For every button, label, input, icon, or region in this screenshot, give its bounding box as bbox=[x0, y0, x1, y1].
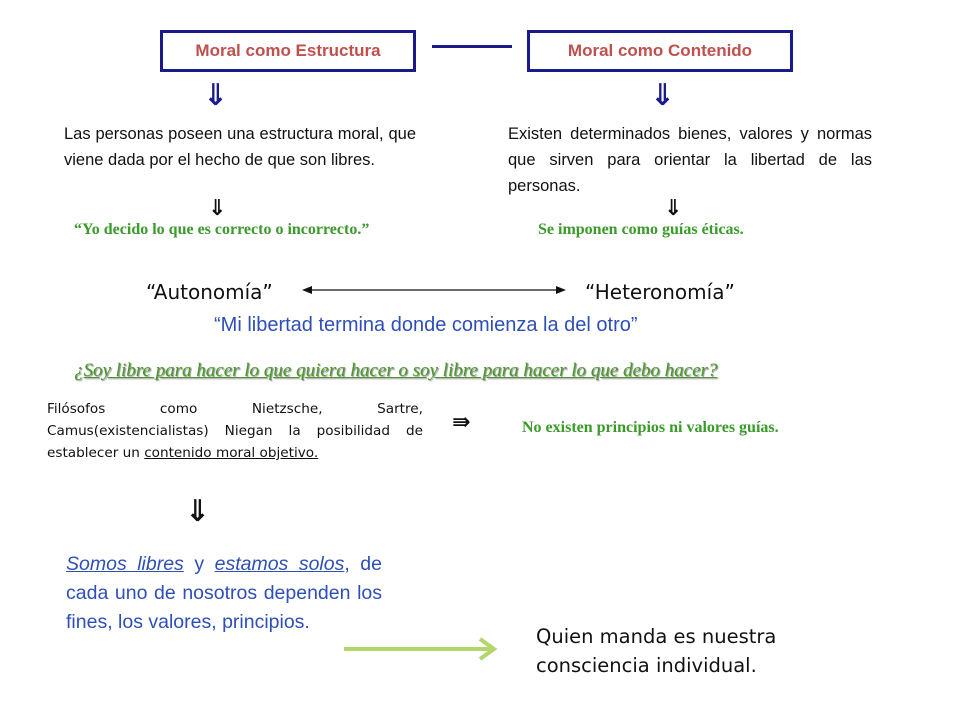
contenido-moral-underlined: contenido moral objetivo. bbox=[144, 445, 319, 461]
down-arrow-icon: ⇓ bbox=[664, 196, 683, 221]
quien-manda-text: Quien manda es nuestra consciencia individual. bbox=[536, 625, 777, 677]
down-arrow-icon: ⇓ bbox=[203, 78, 229, 113]
autonomia-label: “Autonomía” bbox=[146, 280, 273, 304]
moral-contenido-label: Moral como Contenido bbox=[567, 41, 753, 60]
no-existen-text: No existen principios ni valores guías. bbox=[522, 419, 779, 436]
libertad-quote: “Mi libertad termina donde comienza la del otro” bbox=[214, 314, 638, 336]
down-arrow-icon: ⇓ bbox=[185, 494, 211, 529]
somos-libres-underlined: Somos libres bbox=[66, 553, 184, 575]
heteronomia-label: “Heteronomía” bbox=[585, 280, 735, 304]
somos-libres-paragraph bbox=[66, 550, 382, 637]
estructura-description: Las personas poseen una estructura moral, que viene dada por el hecho de que son libres. bbox=[64, 125, 416, 169]
down-arrow-icon: ⇓ bbox=[650, 78, 676, 113]
estamos-solos-underlined: estamos solos bbox=[214, 553, 345, 575]
moral-contenido-box bbox=[527, 30, 793, 72]
central-question: ¿Soy libre para hacer lo que quiera hacer o soy libre para hacer lo que debo hacer? bbox=[74, 360, 718, 381]
down-arrow-icon: ⇓ bbox=[208, 196, 227, 221]
somos-connector: y bbox=[183, 553, 215, 575]
contenido-description: Existen determinados bienes, valores y normas que sirven para orientar la libertad de las personas. bbox=[508, 125, 872, 195]
filosofos-text: Filósofos como Nietzsche, Sartre, Camus(existencialistas) Niegan la posibilidad de establecer un bbox=[47, 401, 423, 461]
moral-estructura-box bbox=[160, 30, 416, 72]
double-arrow bbox=[300, 282, 568, 298]
yo-decido-quote: “Yo decido lo que es correcto o incorrecto.” bbox=[74, 221, 370, 238]
filosofos-paragraph bbox=[47, 398, 423, 464]
box-connector-line bbox=[432, 45, 512, 48]
guias-eticas-text: Se imponen como guías éticas. bbox=[538, 221, 744, 238]
moral-estructura-label: Moral como Estructura bbox=[195, 41, 381, 60]
right-arrow-icon: ⇛ bbox=[452, 410, 471, 435]
somos-rest: , de cada uno de nosotros dependen los fines, los valores, principios. bbox=[66, 553, 382, 633]
green-right-arrow-icon bbox=[342, 636, 502, 662]
